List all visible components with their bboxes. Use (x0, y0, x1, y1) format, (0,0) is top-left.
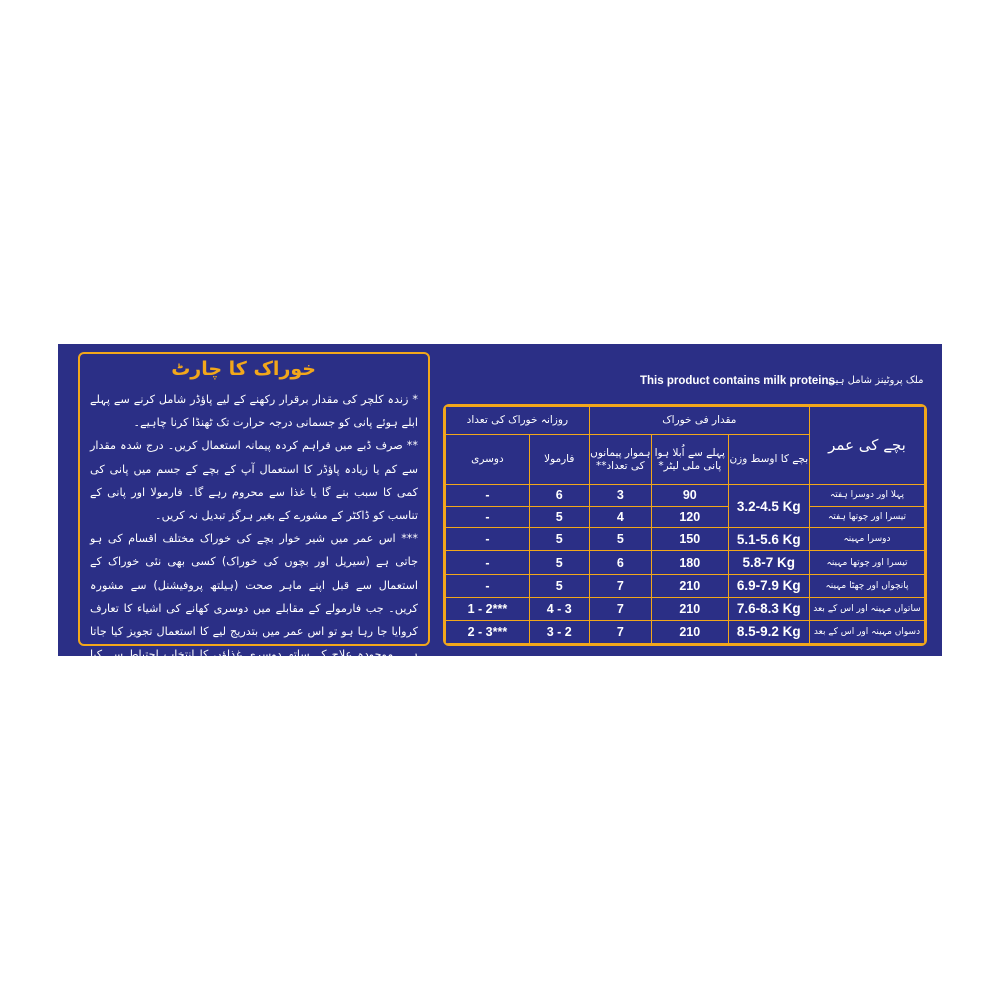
cell-formula: 6 (529, 485, 589, 507)
cell-age: پانچواں اور چھٹا مہینہ (810, 574, 925, 597)
header-quantity-per-feed: مقدار فی خوراک (589, 407, 809, 435)
feeding-notes-box (78, 352, 430, 731)
cell-age: تیسرا اور چوتھا ہفتہ (810, 506, 925, 528)
cell-water: 210 (651, 597, 728, 620)
cell-weight: 6.9-7.9 Kg (728, 574, 809, 597)
cell-scoops: 6 (589, 551, 651, 574)
cell-age: ساتواں مہینہ اور اس کے بعد (810, 597, 925, 620)
cell-water: 210 (651, 620, 728, 643)
cell-formula: 4 - 3 (529, 597, 589, 620)
cell-age: دوسرا مہینہ (810, 528, 925, 551)
cell-formula: 5 (529, 574, 589, 597)
cell-formula: 5 (529, 528, 589, 551)
header-baby-age: بچے کی عمر (810, 407, 925, 485)
cell-other: 2 - 3*** (446, 620, 530, 643)
table-row (446, 485, 925, 507)
note-paragraph-1: * زندہ کلچر کی مقدار برقرار رکھنے کے لیے پاؤڈر شامل کرنے سے پہلے ابلے ہوئے پانی کو جسمانی درجہ حرارت تک ٹھنڈا کرنا چاہیے۔ (90, 393, 418, 430)
cell-weight: 5.1-5.6 Kg (728, 528, 809, 551)
notes-title: خوراک کا چارٹ (171, 358, 316, 380)
table-row (446, 506, 925, 528)
table-row (446, 528, 925, 551)
cell-scoops: 5 (589, 528, 651, 551)
table-header-row-1 (446, 407, 925, 435)
cell-age: تیسرا اور چوتھا مہینہ (810, 551, 925, 574)
cell-age: پہلا اور دوسرا ہفتہ (810, 485, 925, 507)
cell-scoops: 7 (589, 620, 651, 643)
table-row (446, 620, 925, 643)
cell-formula: 5 (529, 551, 589, 574)
cell-scoops: 3 (589, 485, 651, 507)
note-paragraph-2: ** صرف ڈبے میں فراہم کردہ پیمانہ استعمال کریں۔ درج شدہ مقدار سے کم یا زیادہ پاؤڈر کا استعمال آپ کے بچے کے جسم میں پانی کی کمی کا سبب بنے گا یا غذا سے محروم رہے گا۔ فارمولا اور پانی کے تناسب کو ڈاکٹر کے مشورے کے بغیر ہرگز تبدیل نہ کریں۔ (90, 439, 418, 523)
table-row (446, 551, 925, 574)
cell-other: - (446, 551, 530, 574)
cell-formula: 5 (529, 506, 589, 528)
cell-scoops: 7 (589, 597, 651, 620)
feeding-table-frame (443, 404, 927, 646)
cell-water: 180 (651, 551, 728, 574)
notice-english: This product contains milk proteins (640, 375, 835, 387)
header-formula: فارمولا (529, 435, 589, 485)
header-daily-feeds: روزانہ خوراک کی تعداد (446, 407, 590, 435)
header-weight: بچے کا اوسط وزن (728, 435, 809, 485)
cell-scoops: 7 (589, 574, 651, 597)
cell-weight: 3.2-4.5 Kg (728, 485, 809, 528)
notes-body (90, 388, 418, 736)
cell-water: 120 (651, 506, 728, 528)
cell-scoops: 4 (589, 506, 651, 528)
header-scoops: ہموار پیمانوں کی تعداد** (589, 435, 651, 485)
cell-other: 1 - 2*** (446, 597, 530, 620)
cell-water: 210 (651, 574, 728, 597)
cell-other: - (446, 506, 530, 528)
cell-age: دسواں مہینہ اور اس کے بعد (810, 620, 925, 643)
cell-water: 90 (651, 485, 728, 507)
cell-formula: 3 - 2 (529, 620, 589, 643)
milk-protein-notice (640, 373, 930, 393)
cell-weight: 7.6-8.3 Kg (728, 597, 809, 620)
cell-other: - (446, 528, 530, 551)
feeding-table (445, 406, 925, 644)
notice-urdu: ملک پروٹینز شامل ہیں (828, 375, 924, 386)
cell-other: - (446, 485, 530, 507)
cell-water: 150 (651, 528, 728, 551)
table-row (446, 597, 925, 620)
header-water: پہلے سے اُبلا ہوا پانی ملی لیٹر* (651, 435, 728, 485)
cell-other: - (446, 574, 530, 597)
cell-weight: 8.5-9.2 Kg (728, 620, 809, 643)
note-paragraph-3: *** اس عمر میں شیر خوار بچے کی خوراک مختلف اقسام کی ہو جاتی ہے (سیریل اور بچوں کی خوراک) کسی بھی نئی خوراک کے استعمال سے قبل اپنے ماہر صحت (ہیلتھ پروفیشنل) سے مشورہ کریں۔ جب فارمولے کے مقابلے میں دوسری کھانے کی اشیاء کا تعارف کروایا جا رہا ہو تو اس عمر میں بتدریج لیے کا استعمال تجویز کیا جاتا ہے۔ موجودہ علاج کے ساتھ دوسری غذاؤں کا انتخاب احتیاط سے کیا جانا چاہیے (جیسا کہ لیکٹوز کی غیر موجودگی)۔ 6 ماہ سے پہلے جب بچوں کو ماں کا دودھ نہ پلایا جا رہا ہو تو اس کا استعمال غذائیت کے واحد ذریعے کے طور پر موزوں ہے۔ (90, 532, 418, 731)
cell-weight: 5.8-7 Kg (728, 551, 809, 574)
header-other: دوسری (446, 435, 530, 485)
table-row (446, 574, 925, 597)
